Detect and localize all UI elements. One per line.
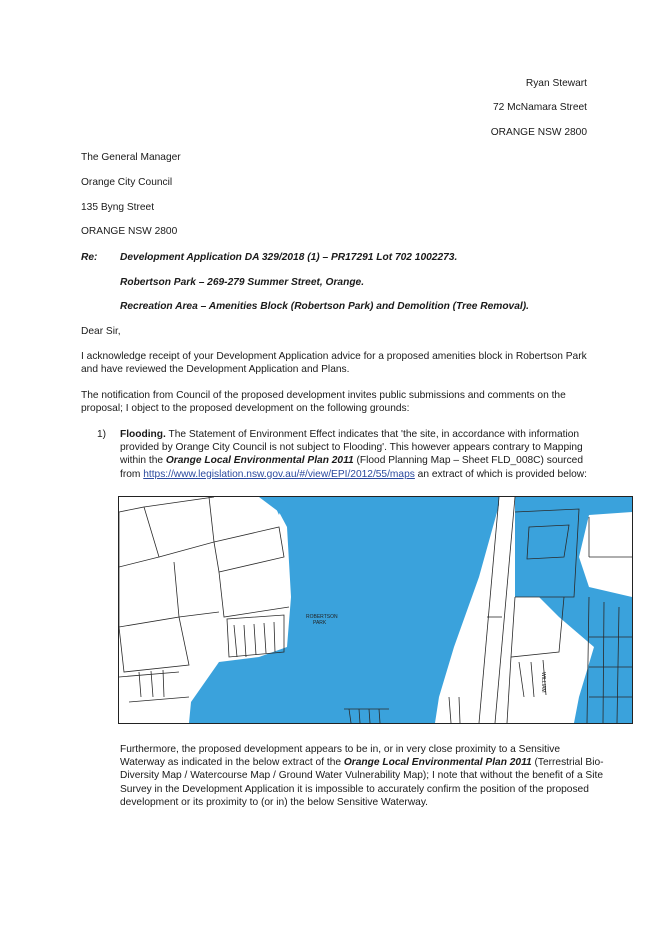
flood-planning-map — [118, 496, 633, 724]
map-label-robertson: ROBERTSON — [306, 614, 338, 620]
item-1-text-c: an extract of which is provided below: — [414, 468, 587, 480]
item-1-heading: Flooding. — [120, 429, 166, 440]
legislation-map-link[interactable]: https://www.legislation.nsw.gov.au/#/view/EPI/2012/55/maps — [143, 468, 415, 480]
paragraph-1: I acknowledge receipt of your Development Application advice for a proposed amenities block in Robertson Park and have reviewed the Development Application and Plans. — [81, 351, 587, 376]
item-1-text-a: The Statement of Environment Effect indicates that 'the site, in accordance with information provided by Orange City Council is not subject to Flooding'. This however appears contrary to Mapping within the — [120, 429, 583, 467]
item-1-text-b: (Flood Planning Map – Sheet FLD_008C) sourced from — [120, 455, 584, 480]
salutation: Dear Sir, — [81, 326, 121, 337]
re-line-1: Development Application DA 329/2018 (1) – PR17291 Lot 702 1002273. — [120, 252, 458, 263]
sender-street: 72 McNamara Street — [493, 102, 587, 113]
map-street-label: WILLIAM — [540, 672, 546, 693]
item-1-number: 1) — [97, 429, 107, 440]
recipient-street: 135 Byng Street — [81, 202, 155, 213]
paragraph-3-plan-name: Orange Local Environmental Plan 2011 — [343, 757, 532, 769]
item-1-text — [120, 428, 605, 481]
recipient-title: The General Manager — [81, 152, 181, 163]
re-line-3: Recreation Area – Amenities Block (Robertson Park) and Demolition (Tree Removal). — [120, 301, 529, 312]
paragraph-3-text-a: Furthermore, the proposed development appears to be in, or in very close proximity to a Sensitive Waterway as indicated in the below extract of the — [120, 744, 560, 769]
paragraph-2: The notification from Council of the proposed development invites public submissions and comments on the proposal; I object to the proposed development on the following grounds: — [81, 390, 566, 415]
re-line-2: Robertson Park – 269-279 Summer Street, Orange. — [120, 277, 365, 288]
sender-name: Ryan Stewart — [525, 78, 587, 89]
item-1-plan-name: Orange Local Environmental Plan 2011 — [165, 455, 354, 467]
paragraph-3 — [120, 743, 605, 809]
re-label: Re: — [81, 252, 98, 263]
sender-town: ORANGE NSW 2800 — [490, 127, 587, 138]
paragraph-3-text-b: (Terrestrial Bio-Diversity Map / Watercourse Map / Ground Water Vulnerability Map); I note that without the benefit of a Site Survey in the Development Application it is impossible to accurately confirm the position of the proposed development or its proximity to (or in) the below Sensitive Waterway. — [120, 757, 604, 808]
flood-area — [189, 497, 632, 723]
map-label-park: PARK — [313, 620, 327, 626]
recipient-town: ORANGE NSW 2800 — [81, 226, 178, 237]
recipient-org: Orange City Council — [81, 177, 173, 188]
